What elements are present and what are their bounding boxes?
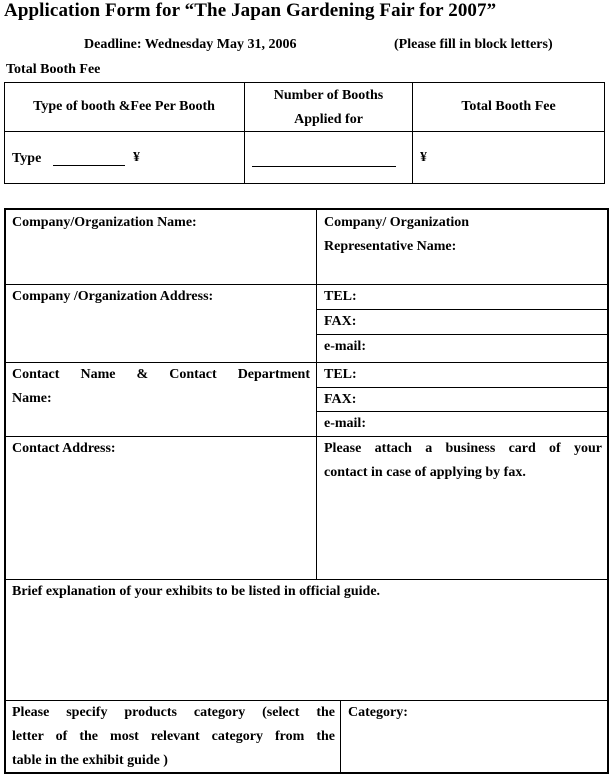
category-instruction-line3: table in the exhibit guide ) [12, 753, 168, 768]
company-fax-label: FAX: [324, 314, 357, 329]
total-fee-header: Total Booth Fee [461, 99, 556, 114]
number-booths-input-line[interactable] [252, 166, 396, 167]
business-card-note-line1: Please attach a business card of your [324, 441, 602, 456]
company-name-label: Company/Organization Name: [12, 215, 197, 230]
category-instruction-line1: Please specify products category (select the [12, 705, 335, 720]
contact-tel-label: TEL: [324, 367, 357, 382]
total-fee-yen-symbol: ¥ [420, 150, 427, 165]
type-label: Type [12, 151, 42, 166]
company-email-label: e-mail: [324, 339, 366, 354]
contact-fax-label: FAX: [324, 392, 357, 407]
representative-name-label-line1: Company/ Organization [324, 215, 470, 230]
contact-address-label: Contact Address: [12, 441, 116, 456]
yen-symbol: ¥ [133, 150, 140, 165]
type-input-line[interactable] [53, 165, 125, 166]
brief-explanation-label: Brief explanation of your exhibits to be listed in official guide. [12, 584, 381, 599]
company-tel-label: TEL: [324, 289, 357, 304]
representative-name-label-line2: Representative Name: [324, 239, 457, 254]
booth-type-header: Type of booth &Fee Per Booth [33, 99, 215, 114]
contact-name-label-line2: Name: [12, 391, 52, 406]
contact-name-label-line1: Contact Name & Contact Department [12, 367, 310, 382]
fill-instruction: (Please fill in block letters) [394, 37, 553, 52]
form-title: Application Form for “The Japan Gardening Fair for 2007” [4, 0, 497, 21]
number-booths-header-line2: Applied for [294, 112, 363, 127]
number-booths-header-line1: Number of Booths [273, 88, 384, 103]
category-instruction-line2: letter of the most relevant category from the [12, 729, 335, 744]
total-booth-fee-label: Total Booth Fee [6, 62, 101, 77]
company-address-label: Company /Organization Address: [12, 289, 214, 304]
business-card-note-line2: contact in case of applying by fax. [324, 465, 526, 480]
deadline-text: Deadline: Wednesday May 31, 2006 [84, 37, 297, 52]
category-label: Category: [348, 705, 408, 720]
contact-email-label: e-mail: [324, 416, 366, 431]
